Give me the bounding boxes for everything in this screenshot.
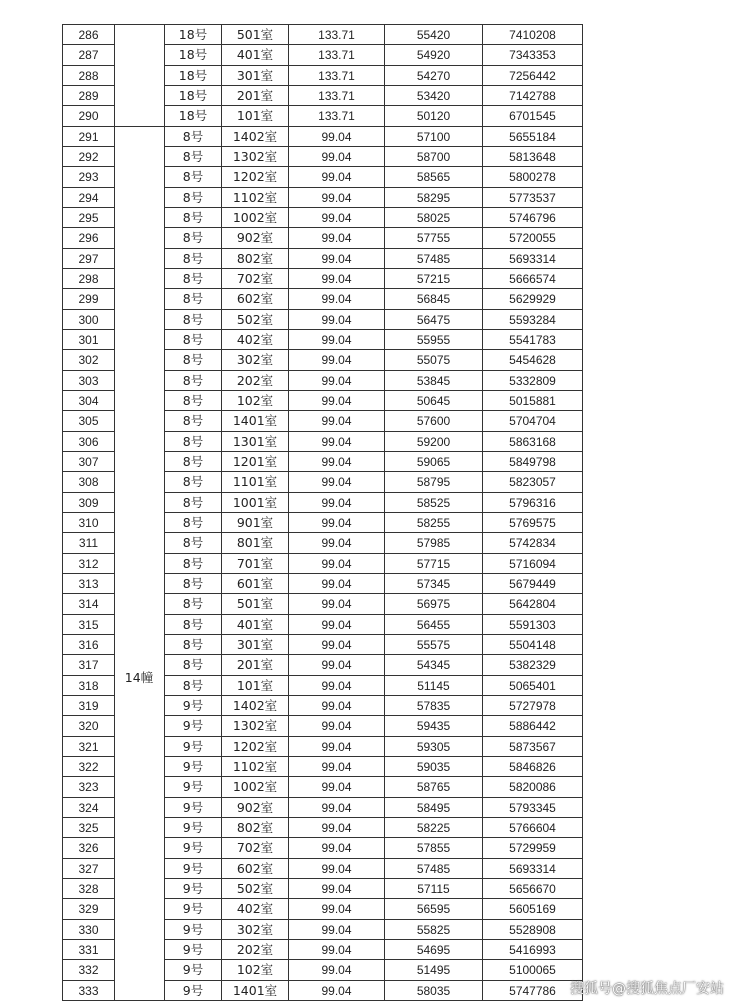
- cell-total-price: 5846826: [509, 759, 556, 774]
- cell-unit-price: 58525: [416, 495, 451, 510]
- cell-unit: 8号: [182, 575, 204, 591]
- cell-unit-price: 57485: [416, 861, 451, 876]
- cell-index: 311: [78, 536, 99, 551]
- cell-area: 99.04: [321, 739, 352, 754]
- cell-unit: 9号: [182, 758, 204, 774]
- cell-room: 1002室: [232, 209, 278, 225]
- cell-area: 133.71: [318, 48, 355, 63]
- cell-room: 201室: [236, 657, 274, 673]
- cell-unit-price: 57215: [416, 271, 451, 286]
- cell-unit: 8号: [182, 555, 204, 571]
- cell-total-price: 5720055: [509, 231, 556, 246]
- cell-area: 99.04: [321, 373, 352, 388]
- cell-unit: 18号: [178, 108, 208, 124]
- cell-unit: 9号: [182, 860, 204, 876]
- cell-total-price: 6701545: [509, 109, 556, 124]
- cell-unit: 8号: [182, 291, 204, 307]
- cell-area: 99.04: [321, 881, 352, 896]
- cell-total-price: 5605169: [509, 902, 556, 917]
- cell-area: 99.04: [321, 210, 352, 225]
- cell-unit: 8号: [182, 535, 204, 551]
- cell-room: 1401室: [232, 413, 278, 429]
- cell-unit-price: 57485: [416, 251, 451, 266]
- cell-room: 601室: [236, 575, 274, 591]
- cell-unit: 9号: [182, 819, 204, 835]
- cell-unit-price: 58495: [416, 800, 451, 815]
- cell-unit-price: 55825: [416, 922, 451, 937]
- cell-unit-price: 58295: [416, 190, 451, 205]
- cell-total-price: 5704704: [509, 414, 556, 429]
- cell-index: 288: [78, 68, 99, 83]
- cell-index: 322: [78, 759, 99, 774]
- cell-room: 501室: [236, 27, 274, 42]
- cell-total-price: 5504148: [509, 637, 556, 652]
- cell-total-price: 5716094: [509, 556, 556, 571]
- cell-room: 302室: [236, 921, 274, 937]
- cell-area: 99.04: [321, 515, 352, 530]
- cell-unit-price: 54270: [416, 68, 451, 83]
- cell-unit: 8号: [182, 372, 204, 388]
- cell-room: 1002室: [232, 779, 278, 795]
- cell-index: 327: [78, 861, 99, 876]
- cell-total-price: 5873567: [509, 739, 556, 754]
- cell-index: 331: [78, 942, 99, 957]
- cell-total-price: 5382329: [509, 658, 556, 673]
- cell-total-price: 5729959: [509, 841, 556, 856]
- cell-total-price: 5100065: [509, 963, 556, 978]
- cell-total-price: 7410208: [509, 28, 556, 42]
- cell-index: 292: [78, 149, 99, 164]
- cell-total-price: 5642804: [509, 597, 556, 612]
- cell-index: 299: [78, 292, 99, 307]
- price-table: [62, 24, 582, 1000]
- cell-index: 329: [78, 902, 99, 917]
- cell-index: 304: [78, 393, 99, 408]
- cell-room: 902室: [236, 230, 274, 246]
- cell-unit: 9号: [182, 901, 204, 917]
- cell-room: 1302室: [232, 148, 278, 164]
- cell-unit-price: 59435: [416, 719, 451, 734]
- cell-unit-price: 56595: [416, 902, 451, 917]
- cell-total-price: 5065401: [509, 678, 556, 693]
- cell-room: 602室: [236, 291, 274, 307]
- cell-area: 99.04: [321, 922, 352, 937]
- cell-total-price: 5813648: [509, 149, 556, 164]
- cell-room: 401室: [236, 616, 274, 632]
- cell-unit-price: 58765: [416, 780, 451, 795]
- cell-total-price: 5332809: [509, 373, 556, 388]
- cell-unit: 8号: [182, 209, 204, 225]
- cell-unit: 8号: [182, 169, 204, 185]
- cell-area: 99.04: [321, 251, 352, 266]
- cell-unit-price: 50645: [416, 393, 451, 408]
- cell-unit: 8号: [182, 636, 204, 652]
- cell-area: 99.04: [321, 190, 352, 205]
- cell-room: 1202室: [232, 738, 278, 754]
- cell-total-price: 5796316: [509, 495, 556, 510]
- cell-unit: 8号: [182, 474, 204, 490]
- cell-unit: 8号: [182, 616, 204, 632]
- cell-unit: 9号: [182, 921, 204, 937]
- cell-room: 402室: [236, 331, 274, 347]
- cell-unit-price: 59200: [416, 434, 451, 449]
- cell-unit-price: 55075: [416, 353, 451, 368]
- cell-index: 294: [78, 190, 99, 205]
- cell-unit-price: 58795: [416, 475, 451, 490]
- cell-unit-price: 58565: [416, 170, 451, 185]
- cell-unit: 8号: [182, 250, 204, 266]
- cell-room: 1202室: [232, 169, 278, 185]
- cell-unit-price: 53420: [416, 88, 451, 103]
- cell-index: 332: [78, 963, 99, 978]
- cell-area: 99.04: [321, 312, 352, 327]
- cell-total-price: 5656670: [509, 881, 556, 896]
- cell-index: 296: [78, 231, 99, 246]
- cell-index: 326: [78, 841, 99, 856]
- cell-total-price: 5747786: [509, 983, 556, 998]
- cell-index: 287: [78, 48, 99, 63]
- cell-area: 99.04: [321, 942, 352, 957]
- cell-area: 99.04: [321, 129, 352, 144]
- cell-unit-price: 57835: [416, 698, 451, 713]
- cell-area: 99.04: [321, 617, 352, 632]
- cell-index: 302: [78, 353, 99, 368]
- cell-room: 1402室: [232, 128, 278, 144]
- cell-total-price: 5629929: [509, 292, 556, 307]
- cell-total-price: 5666574: [509, 271, 556, 286]
- cell-area: 99.04: [321, 332, 352, 347]
- cell-total-price: 5655184: [509, 129, 556, 144]
- cell-unit-price: 55575: [416, 637, 451, 652]
- cell-unit: 8号: [182, 148, 204, 164]
- cell-area: 133.71: [318, 109, 355, 124]
- cell-area: 99.04: [321, 231, 352, 246]
- cell-room: 1402室: [232, 697, 278, 713]
- cell-area: 99.04: [321, 597, 352, 612]
- cell-area: 99.04: [321, 841, 352, 856]
- cell-index: 312: [78, 556, 99, 571]
- cell-room: 101室: [236, 677, 274, 693]
- cell-total-price: 5593284: [509, 312, 556, 327]
- cell-area: 99.04: [321, 800, 352, 815]
- cell-unit-price: 54920: [416, 48, 451, 63]
- cell-unit-price: 58225: [416, 820, 451, 835]
- cell-unit: 8号: [182, 189, 204, 205]
- cell-area: 99.04: [321, 393, 352, 408]
- cell-area: 99.04: [321, 759, 352, 774]
- cell-room: 102室: [236, 392, 274, 408]
- cell-area: 133.71: [318, 68, 355, 83]
- cell-index: 318: [78, 678, 99, 693]
- cell-room: 702室: [236, 840, 274, 856]
- cell-index: 295: [78, 210, 99, 225]
- cell-room: 902室: [236, 799, 274, 815]
- cell-area: 99.04: [321, 658, 352, 673]
- cell-unit: 9号: [182, 880, 204, 896]
- cell-unit-price: 56975: [416, 597, 451, 612]
- cell-total-price: 5766604: [509, 820, 556, 835]
- cell-room: 702室: [236, 270, 274, 286]
- cell-unit: 9号: [182, 697, 204, 713]
- cell-unit: 9号: [182, 738, 204, 754]
- cell-total-price: 7343353: [509, 48, 556, 63]
- cell-total-price: 5886442: [509, 719, 556, 734]
- cell-total-price: 5800278: [509, 170, 556, 185]
- cell-unit-price: 57985: [416, 536, 451, 551]
- cell-index: 333: [78, 983, 99, 998]
- cell-total-price: 5454628: [509, 353, 556, 368]
- cell-index: 303: [78, 373, 99, 388]
- cell-unit: 8号: [182, 657, 204, 673]
- cell-total-price: 5015881: [509, 393, 556, 408]
- cell-room: 101室: [236, 108, 274, 124]
- cell-total-price: 5820086: [509, 780, 556, 795]
- cell-unit: 9号: [182, 840, 204, 856]
- cell-unit: 8号: [182, 128, 204, 144]
- cell-index: 289: [78, 88, 99, 103]
- cell-index: 301: [78, 332, 99, 347]
- cell-unit-price: 53845: [416, 373, 451, 388]
- cell-unit: 8号: [182, 270, 204, 286]
- cell-area: 99.04: [321, 353, 352, 368]
- cell-room: 801室: [236, 535, 274, 551]
- cell-index: 324: [78, 800, 99, 815]
- cell-room: 202室: [236, 941, 274, 957]
- cell-total-price: 5693314: [509, 251, 556, 266]
- cell-room: 802室: [236, 250, 274, 266]
- cell-total-price: 7256442: [509, 68, 556, 83]
- cell-index: 313: [78, 576, 99, 591]
- cell-unit: 8号: [182, 352, 204, 368]
- cell-room: 1001室: [232, 494, 278, 510]
- cell-index: 286: [78, 28, 99, 42]
- cell-area: 99.04: [321, 963, 352, 978]
- cell-index: 314: [78, 597, 99, 612]
- cell-unit: 9号: [182, 962, 204, 978]
- cell-unit-price: 51145: [417, 678, 450, 693]
- cell-index: 321: [78, 739, 99, 754]
- cell-unit-price: 55420: [416, 28, 451, 42]
- cell-total-price: 5773537: [509, 190, 556, 205]
- cell-unit-price: 59065: [416, 454, 451, 469]
- cell-area: 99.04: [321, 698, 352, 713]
- cell-room: 1301室: [232, 433, 278, 449]
- cell-area: 99.04: [321, 271, 352, 286]
- cell-unit: 8号: [182, 453, 204, 469]
- cell-unit: 8号: [182, 331, 204, 347]
- cell-area: 99.04: [321, 678, 352, 693]
- cell-index: 328: [78, 881, 99, 896]
- cell-total-price: 5416993: [509, 942, 556, 957]
- cell-index: 298: [78, 271, 99, 286]
- cell-total-price: 5679449: [509, 576, 556, 591]
- cell-unit: 8号: [182, 514, 204, 530]
- building-merged-cell: 14幢: [124, 670, 154, 685]
- cell-room: 202室: [236, 372, 274, 388]
- cell-unit: 8号: [182, 311, 204, 327]
- cell-area: 99.04: [321, 902, 352, 917]
- cell-index: 290: [78, 109, 99, 124]
- cell-unit: 9号: [182, 799, 204, 815]
- cell-index: 315: [78, 617, 99, 632]
- cell-unit-price: 50120: [416, 109, 451, 124]
- cell-index: 316: [78, 637, 99, 652]
- cell-unit-price: 58035: [416, 983, 451, 998]
- cell-index: 307: [78, 454, 99, 469]
- cell-index: 323: [78, 780, 99, 795]
- cell-room: 701室: [236, 555, 274, 571]
- cell-unit: 8号: [182, 230, 204, 246]
- cell-unit: 8号: [182, 596, 204, 612]
- cell-total-price: 5769575: [509, 515, 556, 530]
- cell-unit: 9号: [182, 779, 204, 795]
- cell-unit-price: 58700: [416, 149, 451, 164]
- cell-unit-price: 55955: [416, 332, 451, 347]
- cell-unit-price: 56475: [416, 312, 451, 327]
- cell-room: 501室: [236, 596, 274, 612]
- cell-area: 99.04: [321, 637, 352, 652]
- cell-area: 133.71: [318, 88, 355, 103]
- cell-area: 99.04: [321, 414, 352, 429]
- cell-area: 133.71: [318, 28, 355, 42]
- cell-unit-price: 57600: [416, 414, 451, 429]
- cell-room: 1101室: [232, 474, 278, 490]
- cell-total-price: 5742834: [509, 536, 556, 551]
- cell-area: 99.04: [321, 495, 352, 510]
- cell-total-price: 5693314: [509, 861, 556, 876]
- cell-unit: 18号: [178, 47, 208, 63]
- cell-unit: 8号: [182, 392, 204, 408]
- cell-index: 293: [78, 170, 99, 185]
- cell-room: 102室: [236, 962, 274, 978]
- cell-area: 99.04: [321, 292, 352, 307]
- cell-total-price: 5746796: [509, 210, 556, 225]
- cell-area: 99.04: [321, 861, 352, 876]
- cell-index: 308: [78, 475, 99, 490]
- cell-unit: 8号: [182, 413, 204, 429]
- cell-room: 1302室: [232, 718, 278, 734]
- cell-index: 320: [78, 719, 99, 734]
- cell-area: 99.04: [321, 170, 352, 185]
- cell-room: 502室: [236, 880, 274, 896]
- cell-total-price: 5727978: [509, 698, 556, 713]
- cell-unit: 18号: [178, 67, 208, 83]
- cell-room: 1102室: [232, 189, 278, 205]
- cell-area: 99.04: [321, 475, 352, 490]
- cell-total-price: 5863168: [509, 434, 556, 449]
- cell-unit: 18号: [178, 27, 208, 42]
- cell-index: 325: [78, 820, 99, 835]
- cell-unit-price: 57755: [416, 231, 451, 246]
- cell-unit-price: 57115: [417, 881, 450, 896]
- cell-area: 99.04: [321, 434, 352, 449]
- cell-index: 310: [78, 515, 99, 530]
- cell-unit-price: 57715: [416, 556, 451, 571]
- cell-room: 1102室: [232, 758, 278, 774]
- cell-index: 317: [78, 658, 99, 673]
- cell-area: 99.04: [321, 719, 352, 734]
- cell-index: 330: [78, 922, 99, 937]
- cell-unit-price: 59035: [416, 759, 451, 774]
- cell-unit: 8号: [182, 433, 204, 449]
- cell-room: 602室: [236, 860, 274, 876]
- cell-unit: 9号: [182, 718, 204, 734]
- cell-index: 306: [78, 434, 99, 449]
- cell-unit-price: 58255: [416, 515, 451, 530]
- cell-unit-price: 54345: [416, 658, 451, 673]
- cell-total-price: 5793345: [509, 800, 556, 815]
- cell-unit: 9号: [182, 982, 204, 998]
- cell-index: 291: [78, 129, 99, 144]
- cell-area: 99.04: [321, 454, 352, 469]
- cell-room: 1401室: [232, 982, 278, 998]
- cell-room: 901室: [236, 514, 274, 530]
- cell-room: 301室: [236, 67, 274, 83]
- cell-unit: 8号: [182, 494, 204, 510]
- cell-index: 309: [78, 495, 99, 510]
- cell-total-price: 5541783: [509, 332, 556, 347]
- cell-total-price: 7142788: [509, 88, 556, 103]
- cell-unit-price: 51495: [416, 963, 451, 978]
- cell-unit-price: 57100: [416, 129, 451, 144]
- cell-unit-price: 59305: [416, 739, 451, 754]
- cell-area: 99.04: [321, 780, 352, 795]
- cell-area: 99.04: [321, 820, 352, 835]
- cell-index: 300: [78, 312, 99, 327]
- cell-unit-price: 56845: [416, 292, 451, 307]
- cell-total-price: 5528908: [509, 922, 556, 937]
- cell-room: 402室: [236, 901, 274, 917]
- cell-unit-price: 57855: [416, 841, 451, 856]
- cell-unit-price: 56455: [416, 617, 451, 632]
- cell-unit: 8号: [182, 677, 204, 693]
- cell-unit-price: 57345: [416, 576, 451, 591]
- cell-index: 305: [78, 414, 99, 429]
- cell-area: 99.04: [321, 576, 352, 591]
- cell-unit-price: 54695: [416, 942, 451, 957]
- cell-room: 802室: [236, 819, 274, 835]
- cell-index: 319: [78, 698, 99, 713]
- cell-unit-price: 58025: [416, 210, 451, 225]
- watermark-text: 搜狐号@搜狐焦点厂安站: [570, 981, 724, 997]
- cell-room: 301室: [236, 636, 274, 652]
- cell-area: 99.04: [321, 149, 352, 164]
- cell-room: 201室: [236, 87, 274, 103]
- cell-unit: 18号: [178, 87, 208, 103]
- cell-room: 502室: [236, 311, 274, 327]
- cell-total-price: 5591303: [509, 617, 556, 632]
- cell-unit: 9号: [182, 941, 204, 957]
- cell-room: 401室: [236, 47, 274, 63]
- cell-index: 297: [78, 251, 99, 266]
- cell-area: 99.04: [321, 556, 352, 571]
- cell-total-price: 5823057: [509, 475, 556, 490]
- cell-area: 99.04: [321, 983, 352, 998]
- cell-room: 1201室: [232, 453, 278, 469]
- cell-total-price: 5849798: [509, 454, 556, 469]
- cell-room: 302室: [236, 352, 274, 368]
- cell-area: 99.04: [321, 536, 352, 551]
